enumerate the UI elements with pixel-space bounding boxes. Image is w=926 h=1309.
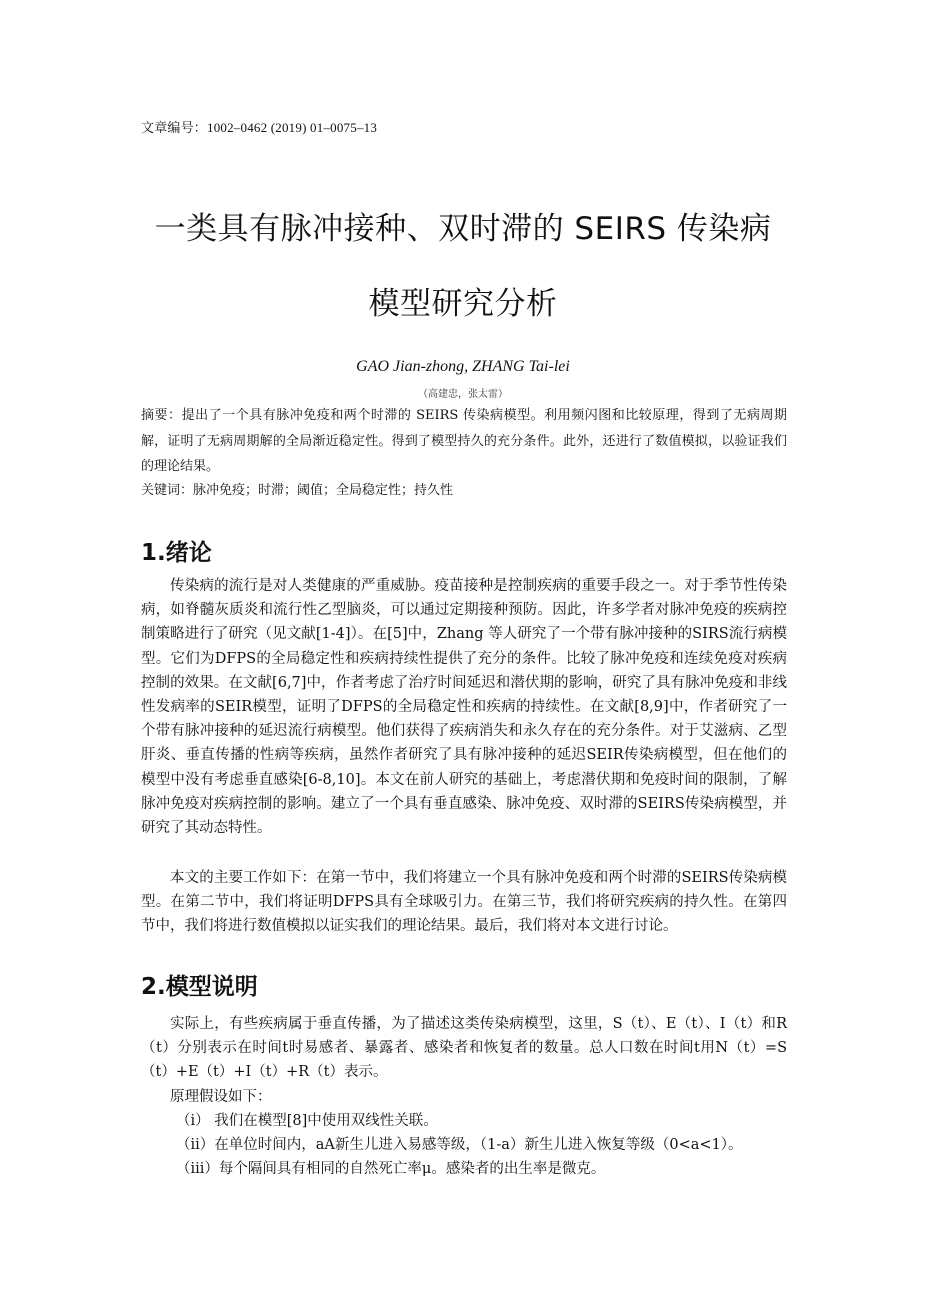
keywords xyxy=(141,478,787,503)
paper-title-line-1: 一类具有脉冲接种、双时滞的 SEIRS 传染病 xyxy=(154,211,772,247)
keywords-text: 脉冲免疫；时滞；阈值；全局稳定性；持久性 xyxy=(193,483,454,498)
keywords-label: 关键词： xyxy=(141,483,194,498)
authors-chinese: （高建忠，张太雷） xyxy=(418,389,508,400)
article-number: 文章编号：1002–0462 (2019) 01–0075–13 xyxy=(141,120,378,135)
authors-english: GAO Jian-zhong, ZHANG Tai-lei xyxy=(356,358,570,375)
abstract-text: 提出了一个具有脉冲免疫和两个时滞的 SEIRS 传染病模型。利用频闪图和比较原理，得到了无病周期解，证明了无病周期解的全局渐近稳定性。得到了模型持久的充分条件。此外，还进行了数值模拟，以验证我们的理论结果。 xyxy=(141,408,787,474)
section-heading-introduction: 1.绪论 xyxy=(141,540,212,566)
introduction-paragraph-1: 传染病的流行是对人类健康的严重威胁。疫苗接种是控制疾病的重要手段之一。对于季节性传染病，如脊髓灰质炎和流行性乙型脑炎，可以通过定期接种预防。因此，许多学者对脉冲免疫的疾病控制策略进行了研究（见文献[1-4]）。在[5]中，Zhang 等人研究了一个带有脉冲接种的SIRS流行病模型。它们为DFPS的全局稳定性和疾病持续性提供了充分的条件。比较了脉冲免疫和连续免疫对疾病控制的效果。在文献[6,7]中，作者考虑了治疗时间延迟和潜伏期的影响，研究了具有脉冲免疫和非线性发病率的SEIR模型，证明了DFPS的全局稳定性和疾病的持续性。在文献[8,9]中，作者研究了一个带有脉冲接种的延迟流行病模型。他们获得了疾病消失和永久存在的充分条件。对于艾滋病、乙型肝炎、垂直传播的性病等疾病，虽然作者研究了具有脉冲接种的延迟SEIR传染病模型，但在他们的模型中没有考虑垂直感染[6-8,10]。本文在前人研究的基础上，考虑潜伏期和免疫时间的限制，了解脉冲免疫对疾病控制的影响。建立了一个具有垂直感染、脉冲免疫、双时滞的SEIRS传染病模型，并研究了其动态特性。 xyxy=(141,578,787,837)
abstract xyxy=(141,403,787,480)
model-paragraph-1: 实际上，有些疾病属于垂直传播，为了描述这类传染病模型，这里，S（t）、E（t）、I（t）和R（t）分别表示在时间t时易感者、暴露者、感染者和恢复者的数量。总人口数在时间t用N（t）=S（t）+E（t）+I（t）+R（t）表示。 xyxy=(141,1016,787,1081)
introduction-paragraph-2: 本文的主要工作如下：在第一节中，我们将建立一个具有脉冲免疫和两个时滞的SEIRS传染病模型。在第二节中，我们将证明DFPS具有全球吸引力。在第三节，我们将研究疾病的持久性。在第四节中，我们将进行数值模拟以证实我们的理论结果。最后，我们将对本文进行讨论。 xyxy=(141,870,787,935)
model-paragraph-2: 原理假设如下： xyxy=(170,1089,272,1105)
paper-title-line-2: 模型研究分析 xyxy=(368,286,558,322)
assumption-item: （iii）每个隔间具有相同的自然死亡率μ。感染者的出生率是微克。 xyxy=(176,1161,606,1177)
assumption-item: （ii）在单位时间内，aA新生儿进入易感等级，（1-a）新生儿进入恢复等级（0<a<1）。 xyxy=(176,1137,743,1153)
section-heading-model: 2.模型说明 xyxy=(141,974,258,1000)
abstract-label: 摘要： xyxy=(141,408,182,423)
assumption-item: （i） 我们在模型[8]中使用双线性关联。 xyxy=(176,1113,438,1129)
